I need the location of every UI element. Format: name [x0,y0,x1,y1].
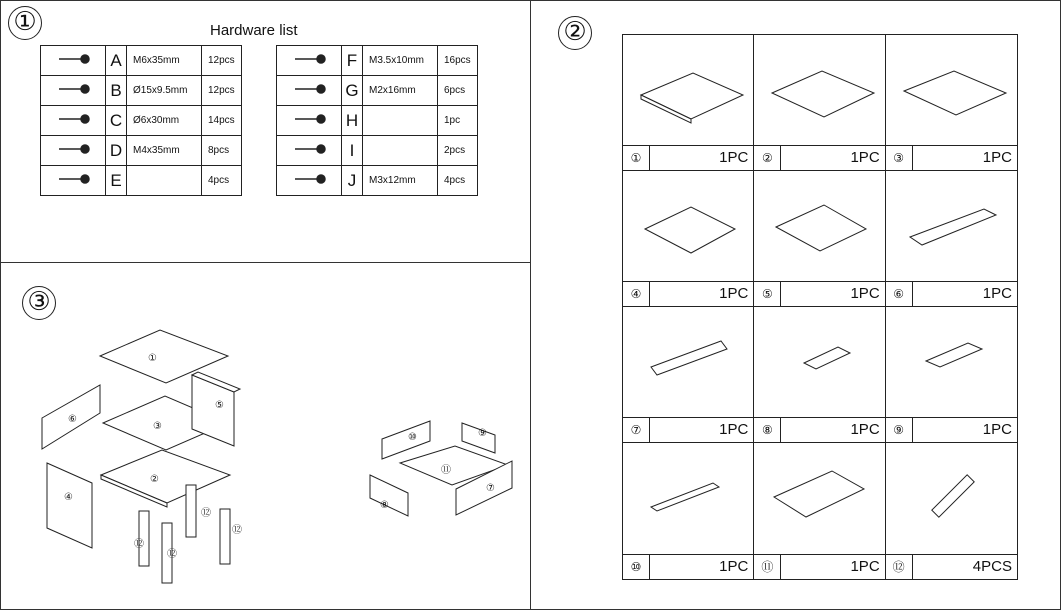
hardware-spec: M6x35mm [127,46,202,76]
drawer-back [382,421,430,459]
part-number: ④ [623,282,650,306]
hardware-row [41,46,242,76]
part-quantity: 1PC [982,421,1012,438]
part-number: ⑫ [886,555,913,579]
part-number: ⑩ [623,555,650,579]
step-2-marker: ② [558,16,592,50]
part-cell [886,35,1017,171]
assembly-part-label: ② [150,474,159,485]
hardware-qty: 14pcs [202,106,242,136]
assembly-part-label: ⑨ [478,428,487,439]
hardware-qty: 8pcs [202,136,242,166]
assembly-part-label: ⑫ [201,508,211,519]
hardware-spec: M4x35mm [127,136,202,166]
assembly-part-label: ⑫ [232,525,242,536]
plate-icon [41,166,106,196]
hex-key-icon [277,106,342,136]
step-1-marker: ① [8,6,42,40]
assembly-part-label: ④ [64,492,73,503]
hardware-letter: J [342,166,363,196]
part-cell [754,443,885,579]
part-quantity: 1PC [719,421,749,438]
hardware-table-right [276,45,478,196]
part-label [623,281,753,306]
part-drawing [886,35,1018,147]
hardware-row [277,106,478,136]
part-label [754,145,884,170]
hardware-letter: A [106,46,127,76]
hardware-qty: 16pcs [438,46,478,76]
hardware-qty: 1pc [438,106,478,136]
bracket-icon [277,136,342,166]
part-number: ⑤ [754,282,781,306]
part-cell [623,443,754,579]
part-number: ① [623,146,650,170]
part-drawing [623,171,755,283]
hardware-letter: B [106,76,127,106]
hardware-qty: 12pcs [202,76,242,106]
hardware-list-title: Hardware list [210,22,298,39]
part-number: ⑪ [754,555,781,579]
assembly-part-label: ① [148,353,157,364]
hardware-letter: I [342,136,363,166]
panel-back [47,463,92,548]
part-number: ③ [886,146,913,170]
hardware-row [277,46,478,76]
part-label [886,145,1017,170]
leg [220,509,230,564]
assembly-part-label: ③ [153,421,162,432]
hardware-table-left [40,45,242,196]
hardware-spec [363,136,438,166]
drawer-side-8 [370,475,408,516]
hardware-qty: 4pcs [202,166,242,196]
part-label [623,417,753,442]
cam-bolt-icon [41,46,106,76]
part-cell [886,171,1017,307]
hardware-spec: M3.5x10mm [363,46,438,76]
hardware-spec [127,166,202,196]
hardware-letter: C [106,106,127,136]
hardware-qty: 12pcs [202,46,242,76]
assembly-part-label: ⑦ [486,483,495,494]
part-cell [623,35,754,171]
assembly-diagram [0,263,530,609]
long-screw-icon [277,76,342,106]
hardware-row [277,136,478,166]
part-drawing [754,443,886,555]
part-label [886,417,1017,442]
panel-top [100,330,228,383]
assembly-part-label: ⑤ [215,400,224,411]
part-cell [754,307,885,443]
part-quantity: 1PC [850,285,880,302]
part-label [623,145,753,170]
assembly-part-label: ⑩ [408,432,417,443]
hardware-qty: 2pcs [438,136,478,166]
part-cell [623,307,754,443]
part-cell [754,35,885,171]
part-label [754,417,884,442]
assembly-part-label: ⑥ [68,414,77,425]
dowel-icon [41,106,106,136]
hardware-row [41,76,242,106]
part-quantity: 1PC [719,285,749,302]
part-quantity: 4PCS [972,558,1012,575]
part-label [623,554,753,579]
hardware-spec [363,106,438,136]
part-drawing [623,307,755,419]
hardware-letter: F [342,46,363,76]
hardware-qty: 4pcs [438,166,478,196]
part-drawing [886,171,1018,283]
part-drawing [754,307,886,419]
hardware-row [41,166,242,196]
part-cell [886,443,1017,579]
assembly-part-label: ⑫ [134,539,144,550]
part-quantity: 1PC [850,149,880,166]
step-3-marker: ③ [22,286,56,320]
part-number: ⑨ [886,418,913,442]
part-label [754,554,884,579]
part-quantity: 1PC [850,421,880,438]
hardware-letter: G [342,76,363,106]
assembly-part-label: ⑪ [441,465,451,476]
hardware-row [277,166,478,196]
part-drawing [886,307,1018,419]
part-quantity: 1PC [982,149,1012,166]
part-cell [623,171,754,307]
part-cell [754,171,885,307]
part-drawing [886,443,1018,555]
hardware-spec: M2x16mm [363,76,438,106]
part-label [886,281,1017,306]
leg [186,485,196,537]
hardware-spec: M3x12mm [363,166,438,196]
part-quantity: 1PC [850,558,880,575]
part-number: ② [754,146,781,170]
part-drawing [754,171,886,283]
part-drawing [623,443,755,555]
hardware-letter: D [106,136,127,166]
hardware-letter: E [106,166,127,196]
part-number: ⑧ [754,418,781,442]
cam-lock-icon [41,76,106,106]
hardware-row [277,76,478,106]
part-drawing [623,35,755,147]
hardware-row [41,136,242,166]
wood-screw-icon [277,166,342,196]
assembly-part-label: ⑫ [167,549,177,560]
part-number: ⑥ [886,282,913,306]
hardware-qty: 6pcs [438,76,478,106]
panel-bottom [101,450,230,503]
part-quantity: 1PC [719,149,749,166]
hardware-letter: H [342,106,363,136]
parts-grid [622,34,1018,580]
hardware-spec: Ø6x30mm [127,106,202,136]
short-screw-icon [277,46,342,76]
part-label [886,554,1017,579]
hardware-row [41,106,242,136]
part-quantity: 1PC [982,285,1012,302]
part-label [754,281,884,306]
part-cell [886,307,1017,443]
assembly-part-label: ⑧ [380,500,389,511]
hardware-spec: Ø15x9.5mm [127,76,202,106]
part-number: ⑦ [623,418,650,442]
part-quantity: 1PC [719,558,749,575]
screw-icon [41,136,106,166]
part-drawing [754,35,886,147]
